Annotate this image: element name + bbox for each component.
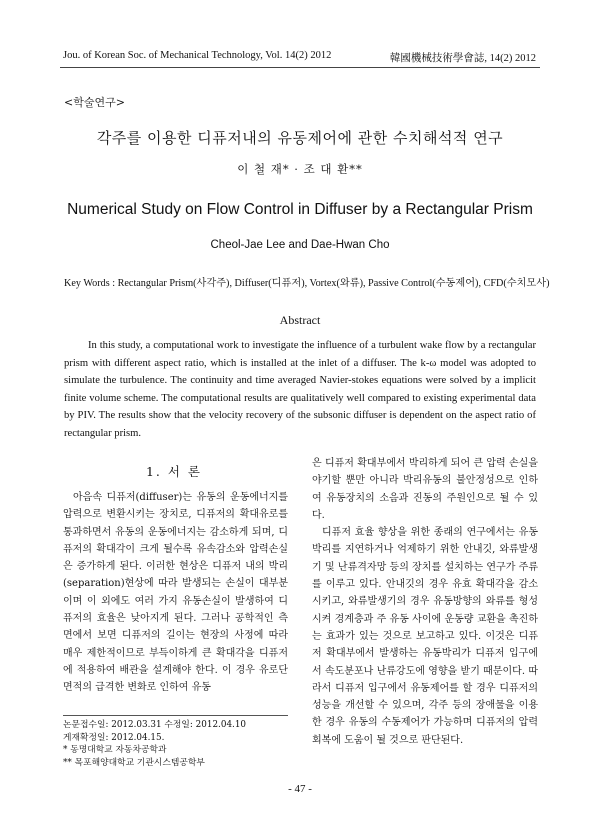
korean-title: 각주를 이용한 디퓨저내의 유동제어에 관한 수치해석적 연구 (96, 129, 504, 147)
left-column (63, 489, 288, 697)
header-rule (60, 67, 540, 68)
intro-paragraph-1: 아음속 디퓨저(diffuser)는 유동의 운동에너지를 압력으로 변환시키는 장치로, 디퓨저의 확대유로를 통과하면서 유동의 운동에너지는 감소하게 되며, 디퓨저의 확대각이 크게 될수록 유속감소와 압력손실은 증가하게 된다. 이러한 현상은 디퓨저 내의 박리(separation)현상에 따라 발생되는 손실이 대부분이며 이 외에도 여러 가지 유동손실이 발생하여 디퓨저의 효율은 낮아지게 된다. 그러나 공학적인 측면에서 보면 디퓨저의 길이는 현장의 사정에 따라 매우 제한적이므로 부득이하게 큰 확대각을 디퓨저에 적용하여 배관을 설계해야 한다. 이 경우 유로단면적의 급격한 변화로 인하여 유동 (63, 492, 288, 694)
footnote-accepted: 게재확정일: 2012.04.15. (63, 732, 165, 743)
footnote-affiliation-2: ** 목포해양대학교 기관시스템공학부 (63, 757, 205, 768)
footnote-affiliation-1: * 동명대학교 자동차공학과 (63, 745, 167, 755)
section-heading-introduction: 1. 서 론 (145, 464, 203, 479)
section-tag: <학술연구> (64, 96, 125, 109)
english-title: Numerical Study on Flow Control in Diffuser by a Rectangular Prism (67, 201, 533, 218)
intro-paragraph-1-continuation: 은 디퓨저 확대부에서 박리하게 되어 큰 압력 손실을 야기할 뿐만 아니라 박리유동의 불안정성으로 인하여 유동장치의 소음과 진동의 주원인으로 될 수 있다. (312, 458, 538, 521)
keywords: Key Words : Rectangular Prism(사각주), Diffuser(디퓨저), Vortex(와류), Passive Control(수동제어), CFD(수치모사) (64, 278, 550, 289)
abstract-title: Abstract (279, 313, 321, 327)
footnote-rule (63, 715, 288, 716)
footnotes (63, 719, 303, 769)
journal-header-english: Jou. of Korean Soc. of Mechanical Technology, Vol. 14(2) 2012 (63, 50, 332, 61)
page-number: - 47 - (288, 783, 312, 795)
english-authors: Cheol-Jae Lee and Dae-Hwan Cho (210, 239, 390, 251)
abstract-body (64, 337, 536, 442)
right-column (312, 455, 538, 749)
journal-header-korean: 韓國機械技術學會誌, 14(2) 2012 (389, 53, 536, 64)
intro-paragraph-2: 디퓨저 효율 향상을 위한 종래의 연구에서는 유동박리를 지연하거나 억제하기 위한 안내깃, 와류발생기 및 난류격자망 등의 장치를 설치하는 연구가 주류를 이루고 있다. 안내깃의 경우 유효 확대각을 감소시키고, 와류발생기의 경우 유동방향의 와류를 형성시켜 경계층과 주 유동 사이에 운동량 교환을 촉진하는 효과가 있는 것으로 보고하고 있다. 이것은 디퓨저 확대부에서 발생하는 유동박리가 디퓨저 입구에서 속도분포나 난류강도에 영향을 받기 때문이다. 따라서 디퓨저 입구에서 유동제어를 할 경우 디퓨저의 성능을 개선할 수 있으며, 각주 등의 장애물을 이용한 경우 유동의 수동제어가 가능하며 디퓨저의 압력회복에 도움이 될 것으로 판단된다. (312, 527, 538, 746)
abstract-text: In this study, a computational work to investigate the influence of a turbulent wake flow by a rectangular prism with different aspect ratio, which is installed at the inlet of a diffuser. The k-ω model was adopted to simulate the turbulence. The continuity and time averaged Navier-stokes equations were solved by a implicit finite volume scheme. The computational results are qualitatively well compared to existing experimental data by PIV. The results show that the velocity recovery of the subsonic diffuser is dependent on the aspect ratio of rectangular prism. (64, 340, 536, 439)
korean-authors: 이 철 재* · 조 대 환** (237, 162, 363, 176)
footnote-received: 논문접수일: 2012.03.31 수정일: 2012.04.10 (63, 720, 247, 730)
